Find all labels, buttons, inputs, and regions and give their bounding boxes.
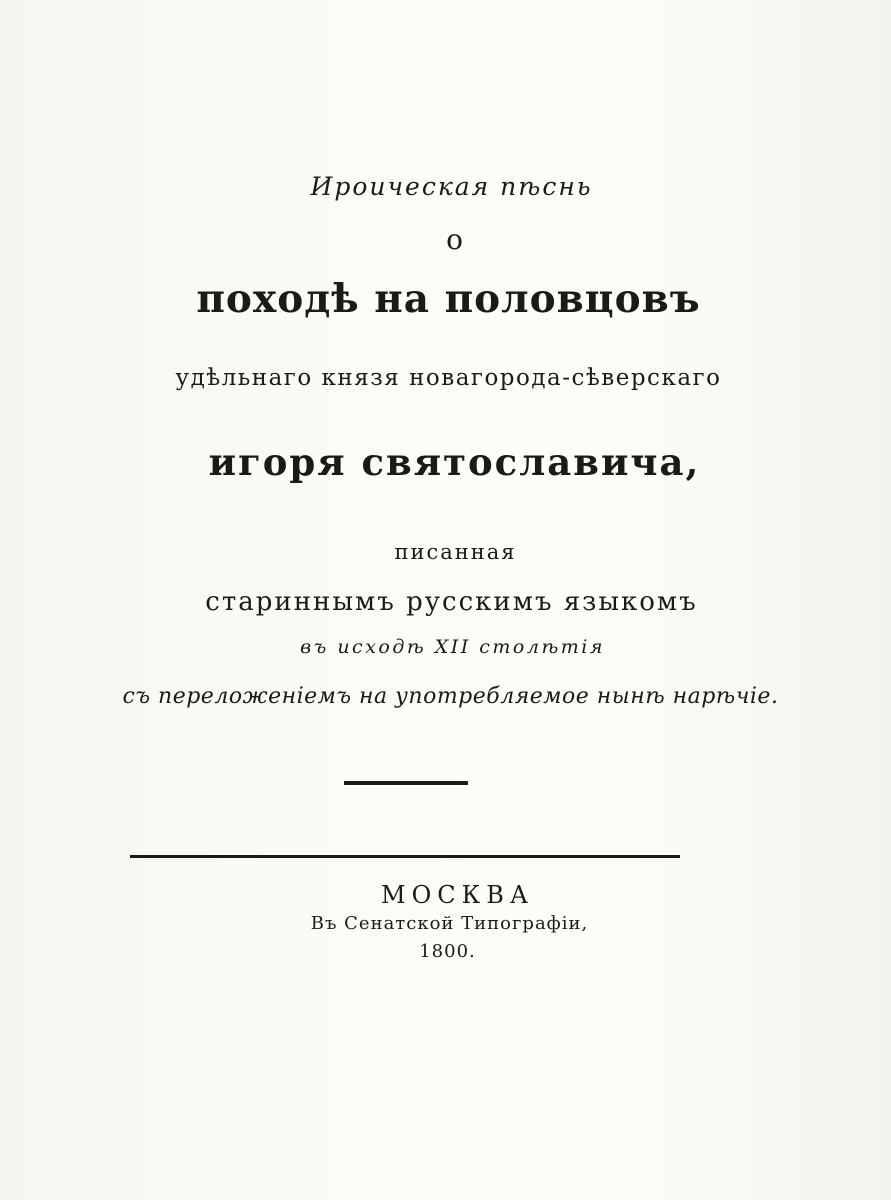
title-line-translation: съ переложенiемъ на употребляемое нынѣ нарѣчiе. — [122, 684, 779, 709]
title-line-prince: удѣльнаго князя новагорода-сѣверскаго — [175, 365, 722, 391]
title-line-campaign: походѣ на половцовъ — [196, 276, 701, 322]
imprint-press: Въ Сенатской Типографiи, — [310, 913, 589, 934]
title-line-written: писанная — [394, 540, 517, 564]
title-line-heroic-song: Ироическая пѣснь — [310, 172, 593, 201]
long-divider-rule — [130, 855, 680, 858]
short-divider-rule — [344, 781, 468, 785]
imprint-city: МОСКВА — [381, 881, 534, 909]
title-line-about: о — [446, 223, 463, 256]
title-line-old-russian: стариннымъ русскимъ языкомъ — [205, 587, 698, 617]
imprint-year: 1800. — [419, 941, 476, 962]
title-line-igor: игоря святославича, — [208, 440, 701, 484]
title-line-century: въ исходѣ XII столѣтія — [300, 636, 605, 658]
